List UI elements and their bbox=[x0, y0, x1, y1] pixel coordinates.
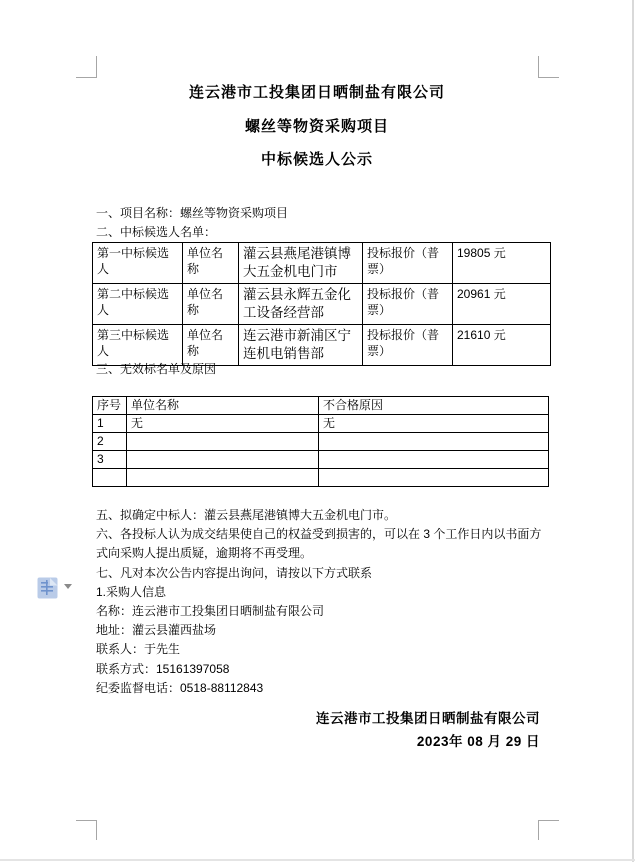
document-paste-options-icon[interactable] bbox=[37, 577, 58, 599]
section-1-project-name: 一、项目名称：螺丝等物资采购项目 bbox=[96, 206, 289, 220]
col-header-unit-name: 单位名称 bbox=[127, 397, 319, 415]
cell-index bbox=[93, 469, 127, 487]
table-row bbox=[93, 415, 549, 433]
crop-mark-top-left bbox=[76, 56, 97, 78]
price-value: 21610 元 bbox=[453, 325, 551, 366]
unit-label: 单位名称 bbox=[183, 284, 239, 325]
section-5-winner: 五、拟确定中标人：灌云县燕尾港镇博大五金机电门市。 bbox=[96, 508, 397, 522]
price-value: 20961 元 bbox=[453, 284, 551, 325]
supervision-phone: 纪委监督电话：0518-88112843 bbox=[96, 680, 264, 695]
col-header-index: 序号 bbox=[93, 397, 127, 415]
contact-phone: 联系方式：15161397058 bbox=[96, 661, 230, 676]
cell-index: 1 bbox=[93, 415, 127, 433]
cell-unit-name: 无 bbox=[127, 415, 319, 433]
table-row bbox=[93, 433, 549, 451]
chevron-down-icon[interactable] bbox=[64, 584, 72, 589]
table-row bbox=[93, 451, 549, 469]
candidate-rank: 第一中标候选人 bbox=[93, 243, 183, 284]
section-2-candidate-list-heading: 二、中标候选人名单： bbox=[96, 225, 217, 239]
table-row bbox=[93, 284, 551, 325]
crop-mark-bottom-right bbox=[538, 820, 559, 840]
cell-unit-name bbox=[127, 469, 319, 487]
cell-reason bbox=[319, 451, 549, 469]
candidate-rank: 第二中标候选人 bbox=[93, 284, 183, 325]
price-value: 19805 元 bbox=[453, 243, 551, 284]
purchaser-info-heading: 1.采购人信息 bbox=[96, 584, 167, 599]
candidate-rank: 第三中标候选人 bbox=[93, 325, 183, 366]
section-3-invalid-bids-heading: 三、无效标名单及原因 bbox=[96, 362, 217, 376]
crop-mark-top-right bbox=[538, 56, 559, 78]
title-block bbox=[96, 76, 538, 177]
section-6-objection: 六、各投标人认为成交结果使自己的权益受到损害的，可以在 3 个工作日内以书面方式向采购人提出质疑，逾期将不再受理。 bbox=[96, 527, 542, 561]
price-label: 投标报价（普票） bbox=[363, 284, 453, 325]
page-right-edge bbox=[632, 0, 634, 862]
cell-reason bbox=[319, 469, 549, 487]
announcement-title: 中标候选人公示 bbox=[260, 151, 373, 168]
unit-label: 单位名称 bbox=[183, 325, 239, 366]
purchaser-name: 名称：连云港市工投集团日晒制盐有限公司 bbox=[96, 604, 325, 619]
body-paragraphs bbox=[96, 506, 546, 698]
price-label: 投标报价（普票） bbox=[363, 325, 453, 366]
col-header-reason: 不合格原因 bbox=[319, 397, 549, 415]
page-bottom-edge bbox=[0, 859, 635, 861]
price-label: 投标报价（普票） bbox=[363, 243, 453, 284]
cell-unit-name bbox=[127, 451, 319, 469]
section-7-inquiry: 七、凡对本次公告内容提出询问，请按以下方式联系 bbox=[96, 565, 373, 580]
table-row bbox=[93, 243, 551, 284]
contact-person: 联系人：于先生 bbox=[96, 642, 181, 657]
purchaser-address: 地址：灌云县灌西盐场 bbox=[96, 623, 217, 638]
signature-date: 2023年 08 月 29 日 bbox=[416, 733, 540, 749]
project-title: 螺丝等物资采购项目 bbox=[244, 117, 389, 135]
unit-name: 连云港市新浦区宁连机电销售部 bbox=[239, 325, 363, 366]
unit-label: 单位名称 bbox=[183, 243, 239, 284]
cell-unit-name bbox=[127, 433, 319, 451]
crop-mark-bottom-left bbox=[76, 820, 97, 840]
table-row bbox=[93, 469, 549, 487]
table-header-row bbox=[93, 397, 549, 415]
cell-index: 2 bbox=[93, 433, 127, 451]
invalid-bids-table bbox=[92, 396, 549, 487]
cell-index: 3 bbox=[93, 451, 127, 469]
candidates-table bbox=[92, 242, 551, 366]
unit-name: 灌云县永辉五金化工设备经营部 bbox=[239, 284, 363, 325]
signature-block bbox=[96, 708, 540, 753]
cell-reason: 无 bbox=[319, 415, 549, 433]
margin-widget[interactable] bbox=[37, 576, 75, 600]
signature-company: 连云港市工投集团日晒制盐有限公司 bbox=[316, 711, 540, 726]
cell-reason bbox=[319, 433, 549, 451]
unit-name: 灌云县燕尾港镇博大五金机电门市 bbox=[239, 243, 363, 284]
company-title: 连云港市工投集团日晒制盐有限公司 bbox=[188, 84, 445, 101]
